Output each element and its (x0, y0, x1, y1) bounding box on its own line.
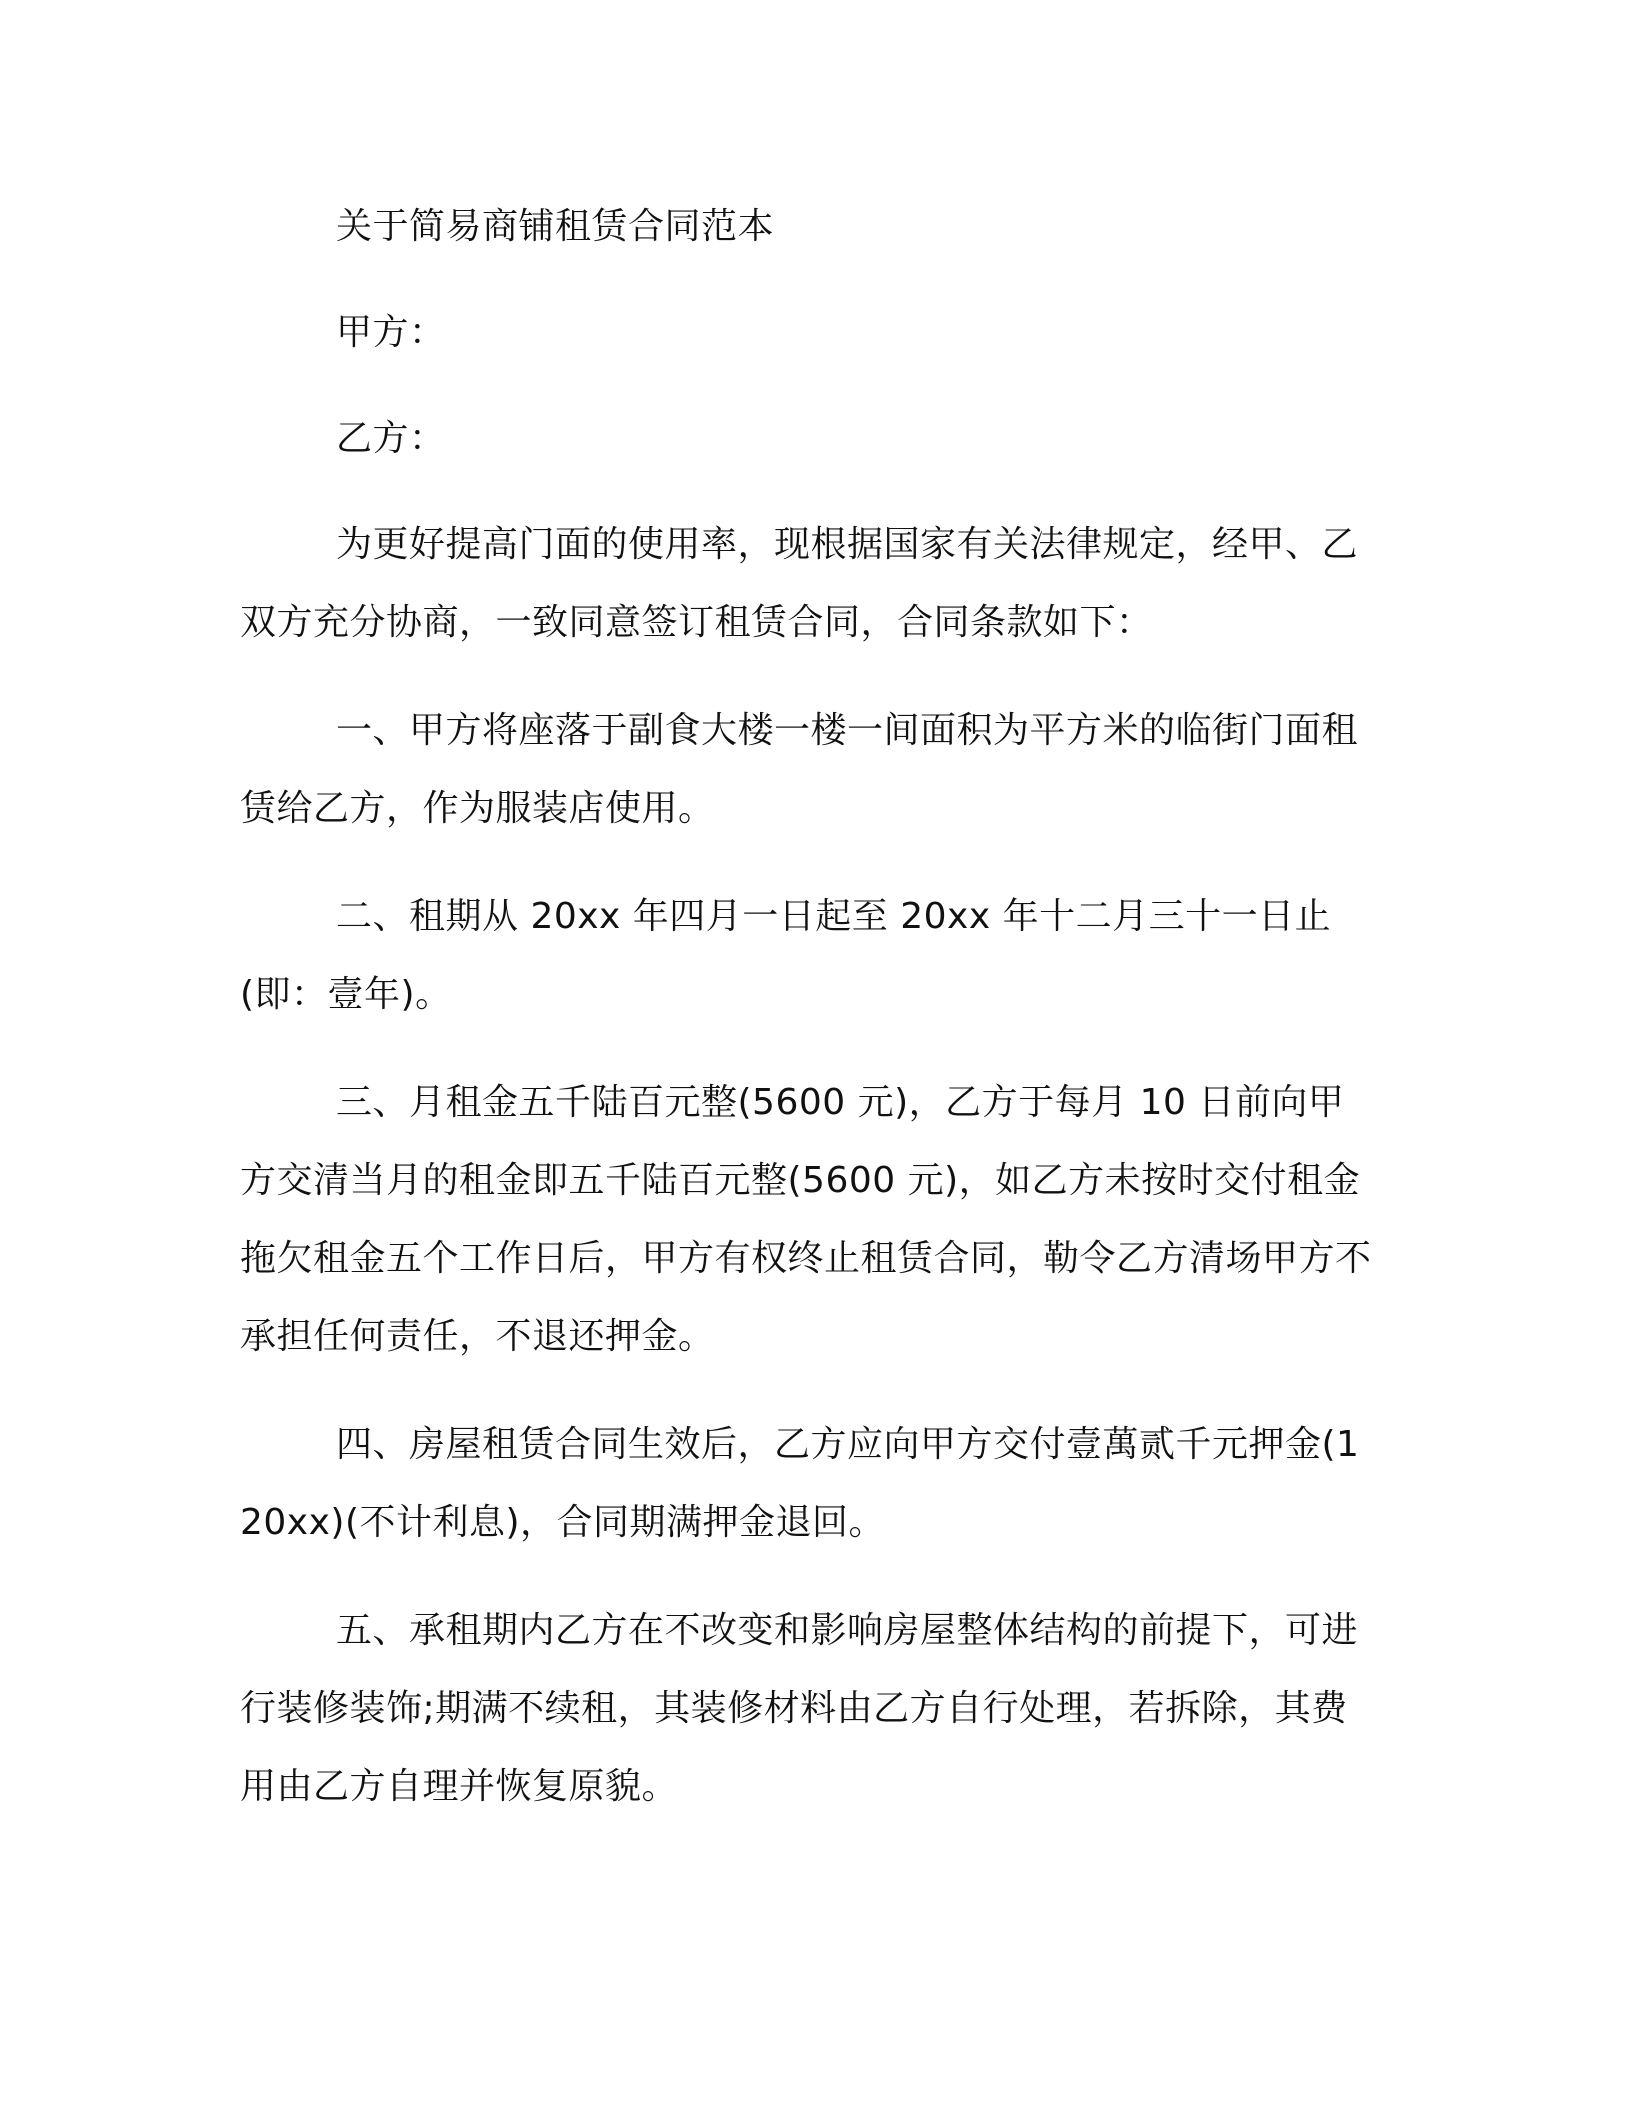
clause-3: 三、月租金五千陆百元整(5600 元)，乙方于每月 10 日前向甲方交清当月的租金即五千陆百元整(5600 元)，如乙方未按时交付租金拖欠租金五个工作日后，甲方有权终止租赁合同，勒令乙方清场甲方不承担任何责任，不退还押金。 (240, 1082, 1372, 1357)
preamble-paragraph: 为更好提高门面的使用率，现根据国家有关法律规定，经甲、乙双方充分协商，一致同意签订租赁合同，合同条款如下： (240, 524, 1359, 643)
document-body (240, 188, 1376, 1856)
party-a-label: 甲方： (336, 312, 446, 353)
clause-2: 二、租期从 20xx 年四月一日起至 20xx 年十二月三十一日止(即：壹年)。 (240, 896, 1332, 1015)
clause-1: 一、甲方将座落于副食大楼一楼一间面积为平方米的临街门面租赁给乙方，作为服装店使用。 (240, 710, 1359, 829)
clause-4: 四、房屋租赁合同生效后，乙方应向甲方交付壹萬贰千元押金(120xx)(不计利息)，合同期满押金退回。 (240, 1424, 1360, 1543)
document-title: 关于简易商铺租赁合同范本 (336, 206, 775, 247)
clause-5: 五、承租期内乙方在不改变和影响房屋整体结构的前提下，可进行装修装饰;期满不续租，其装修材料由乙方自行处理，若拆除，其费用由乙方自理并恢复原貌。 (240, 1610, 1359, 1807)
party-b-label: 乙方： (336, 418, 446, 459)
